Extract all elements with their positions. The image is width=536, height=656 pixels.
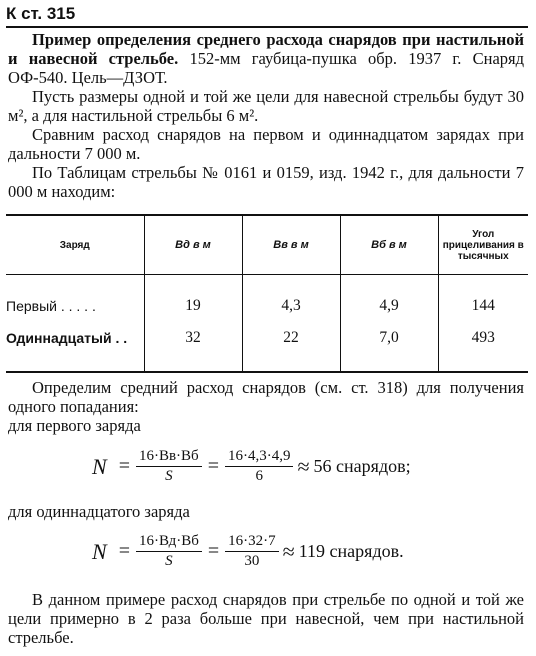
compare-text: Сравним расход снарядов на первом и одиннадцатом зарядах при дальности 7 000 м. — [8, 125, 524, 163]
cell-charge: Первый . . . . . — [6, 298, 96, 314]
cell-bb: 7,0 — [340, 322, 438, 372]
section-header: К ст. 315 — [6, 4, 528, 28]
target-size-paragraph — [8, 87, 524, 125]
formula-result: 56 снарядов; — [313, 456, 411, 476]
formula-fraction-numeric: $\frac{16\cdot 4,3\cdot 4,9}{6}$ — [225, 448, 294, 485]
formula-fraction-symbolic: $\frac{16\cdot Вд\cdot Вб}{S}$ — [136, 533, 202, 570]
target-size-text: Пусть размеры одной и той же цели для навесной стрельбы будут 30 м², а для настильной стрельбы 6 м². — [8, 87, 524, 125]
cell-bv: 4,3 — [242, 275, 340, 323]
example-title: Пример определения среднего расхода снарядов при настильной и навесной стрельбе. — [8, 30, 524, 68]
determine-paragraph — [8, 378, 524, 416]
cell-bd: 19 — [144, 275, 242, 323]
table-row — [6, 275, 528, 323]
col-header-bv: Вв в м — [242, 215, 340, 275]
first-charge-label: для первого заряда — [8, 416, 141, 435]
formula-fraction-numeric: $\frac{16\cdot 32\cdot 7}{30}$ — [225, 533, 279, 570]
cell-bd: 32 — [144, 322, 242, 372]
table-row — [6, 322, 528, 372]
formula-fraction-symbolic: $\frac{16\cdot Вв\cdot Вб}{S}$ — [136, 448, 202, 485]
compare-paragraph — [8, 125, 524, 163]
determine-text: Определим средний расход снарядов (см. ст. 318) для получения одного попадания: — [8, 378, 524, 416]
cell-bv: 22 — [242, 322, 340, 372]
example-subject: 152-мм гаубица-пушка обр. 1937 г. Снаряд ОФ-540. Цель—ДЗОТ. — [8, 49, 524, 87]
formula-lhs: N — [92, 538, 107, 564]
formula-first-charge: N = $\frac{16\cdot Вв\cdot Вб}{S}$ = $\frac{16\cdot 4,3\cdot 4,9}{6}$ ≈ 56 снарядов; — [92, 448, 411, 484]
cell-bb: 4,9 — [340, 275, 438, 323]
eleventh-charge-label: для одиннадцатого заряда — [8, 502, 190, 521]
conclusion-paragraph — [8, 590, 524, 647]
tables-paragraph — [8, 163, 524, 201]
firing-table — [6, 214, 528, 373]
example-title-paragraph — [8, 30, 524, 87]
tables-text: По Таблицам стрельбы № 0161 и 0159, изд. 1942 г., для дальности 7 000 м находим: — [8, 163, 524, 201]
formula-result: 119 снарядов. — [298, 541, 404, 561]
conclusion-text: В данном примере расход снарядов при стрельбе по одной и той же цели примерно в 2 раза больше при навесной, чем при настильной стрельбе. — [8, 590, 524, 647]
col-header-angle: Угол прицеливания в тысячных — [438, 215, 528, 275]
cell-angle: 144 — [438, 275, 528, 323]
formula-eleventh-charge: N = $\frac{16\cdot Вд\cdot Вб}{S}$ = $\frac{16\cdot 32\cdot 7}{30}$ ≈ 119 снарядов. — [92, 533, 404, 569]
col-header-bd: Вд в м — [144, 215, 242, 275]
cell-charge: Одиннадцатый . . — [6, 330, 128, 346]
col-header-bb: Вб в м — [340, 215, 438, 275]
cell-angle: 493 — [438, 322, 528, 372]
formula-lhs: N — [92, 453, 107, 479]
col-header-charge: Заряд — [59, 239, 90, 251]
table-header-row — [6, 215, 528, 275]
